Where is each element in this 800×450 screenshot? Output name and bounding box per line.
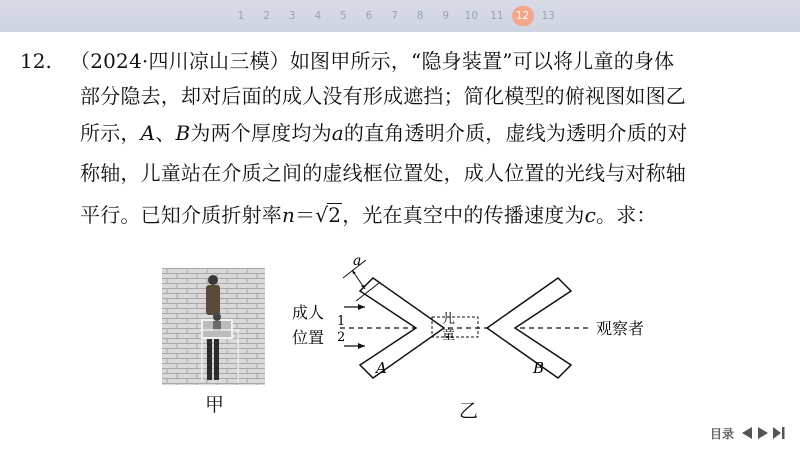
page-button-13[interactable]: 13 — [541, 10, 555, 22]
var-n: n — [282, 203, 296, 227]
label-position: 位置 — [292, 328, 325, 347]
arrowhead — [352, 270, 356, 274]
text: ，光在真空中的传播速度为 — [342, 203, 585, 227]
sqrt-symbol: √ — [315, 203, 329, 227]
text: 平行。已知介质折射率 — [80, 203, 282, 227]
page-button-3[interactable]: 3 — [288, 10, 296, 22]
label-a: a — [353, 253, 362, 269]
var-c: c — [584, 203, 596, 227]
figure-caption-right: 乙 — [459, 400, 479, 422]
label-B: B — [533, 359, 545, 377]
question-line-2: 部分隐去，却对后面的成人没有形成遮挡；简化模型的俯视图如图乙 — [80, 84, 686, 108]
text: 、 — [155, 121, 176, 145]
text: 为两个厚度均为 — [190, 121, 332, 145]
table-of-contents-link[interactable]: 目录 — [709, 426, 734, 441]
text: 的直角透明介质，虚线为透明介质的对 — [343, 121, 688, 145]
page-button-9[interactable]: 9 — [442, 10, 450, 22]
question-line-3 — [80, 118, 687, 148]
page-button-8[interactable]: 8 — [416, 10, 424, 22]
page-button-6[interactable]: 6 — [365, 10, 373, 22]
page-pager — [230, 6, 563, 28]
slide-navigation — [710, 422, 786, 444]
equals-sign: ＝ — [295, 203, 316, 227]
label-ray-2: 2 — [337, 330, 346, 345]
question-number: 12. — [20, 49, 52, 73]
previous-slide-icon[interactable] — [740, 426, 754, 440]
text: 。求： — [596, 203, 657, 227]
question-line-1: （2024·四川凉山三模）如图甲所示，“隐身装置”可以将儿童的身体 — [70, 49, 675, 73]
page-button-4[interactable]: 4 — [314, 10, 322, 22]
top-navigation-bar — [0, 0, 800, 32]
sqrt-radicand: 2 — [328, 203, 342, 227]
next-slide-icon[interactable] — [756, 426, 770, 440]
label-child-1: 儿 — [442, 312, 456, 327]
figure-caption-left: 甲 — [205, 394, 225, 416]
last-slide-icon[interactable] — [772, 426, 786, 440]
arrowhead — [358, 343, 365, 349]
page-button-12[interactable]: 12 — [512, 6, 534, 26]
question-line-5 — [80, 200, 657, 230]
medium-A — [360, 278, 444, 378]
page-button-2[interactable]: 2 — [263, 10, 270, 22]
page-button-11[interactable]: 11 — [490, 10, 504, 22]
label-adult: 成人 — [292, 303, 325, 322]
label-ray-1: 1 — [337, 314, 346, 329]
top-view-diagram — [270, 245, 670, 395]
photo-invisibility-device — [162, 268, 265, 385]
page-button-7[interactable]: 7 — [391, 10, 398, 22]
var-A: A — [140, 121, 156, 145]
question-line-4: 称轴，儿童站在介质之间的虚线框位置处，成人位置的光线与对称轴 — [80, 161, 686, 185]
label-A: A — [376, 359, 387, 377]
page-button-1[interactable]: 1 — [237, 10, 245, 22]
label-observer: 观察者 — [596, 319, 645, 338]
page-button-5[interactable]: 5 — [340, 10, 347, 22]
arrowhead — [358, 304, 365, 310]
var-a: a — [331, 121, 344, 145]
page-button-10[interactable]: 10 — [464, 10, 479, 22]
text: 所示， — [80, 121, 141, 145]
label-child-2: 童 — [442, 328, 456, 343]
var-B: B — [175, 121, 191, 145]
